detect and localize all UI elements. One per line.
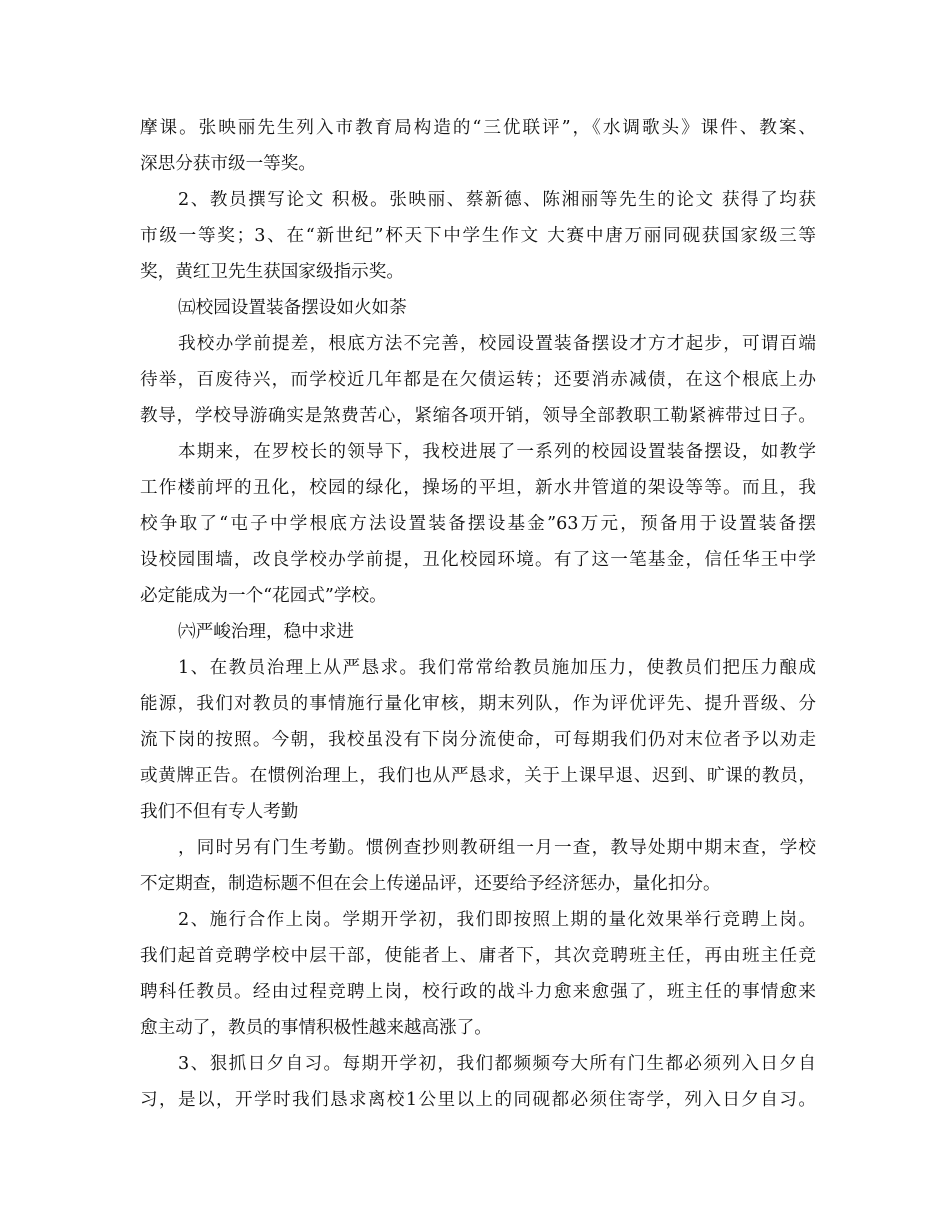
document-page xyxy=(140,110,816,1118)
text-line: 我们不但有专人考勤 xyxy=(140,802,299,822)
text-line: 3、狠抓日夕自习。每期开学初，我们都频频夸大所有门生都必须列入日夕自 xyxy=(178,1054,816,1074)
text-line: 设校园围墙，改良学校办学前提，丑化校园环境。有了这一笔基金，信任华王中学 xyxy=(140,550,816,570)
text-line: 流下岗的按照。今朝，我校虽没有下岗分流使命，可每期我们仍对末位者予以劝走 xyxy=(140,730,816,750)
section-heading: ㈥严峻治理，稳中求进 xyxy=(178,622,354,642)
text-line: 待举，百废待兴，而学校近几年都是在欠债运转；还要消赤减债，在这个根底上办 xyxy=(140,370,816,390)
text-line: 奖，黄红卫先生获国家级指示奖。 xyxy=(140,262,404,282)
text-line: 能源，我们对教员的事情施行量化审核，期末列队，作为评优评先、提升晋级、分 xyxy=(140,694,816,714)
text-line: 习，是以，开学时我们恳求离校1公里以上的同砚都必须住寄学，列入日夕自习。 xyxy=(140,1090,816,1110)
text-line: 我校办学前提差，根底方法不完善，校园设置装备摆设才方才起步，可谓百端 xyxy=(178,334,816,354)
text-line: 深思分获市级一等奖。 xyxy=(140,154,316,174)
text-line: 工作楼前坪的丑化，校园的绿化，操场的平坦，新水井管道的架设等等。而且，我 xyxy=(140,478,816,498)
text-line: 不定期查，制造标题不但在会上传递品评，还要给予经济惩办，量化扣分。 xyxy=(140,874,721,894)
text-line: 摩课。张映丽先生列入市教育局构造的“三优联评”，《水调歌头》课件、教案、 xyxy=(140,118,816,138)
section-heading: ㈤校园设置装备摆设如火如荼 xyxy=(178,298,407,318)
text-line: 2、教员撰写论文 积极。张映丽、蔡新德、陈湘丽等先生的论文 获得了均获 xyxy=(178,190,816,210)
text-line: 市级一等奖；3、在“新世纪”杯天下中学生作文 大赛中唐万丽同砚获国家级三等 xyxy=(140,226,816,246)
text-line: 或黄牌正告。在惯例治理上，我们也从严恳求，关于上课早退、迟到、旷课的教员， xyxy=(140,766,816,786)
text-line: ，同时另有门生考勤。惯例查抄则教研组一月一查，教导处期中期末查，学校 xyxy=(178,838,816,858)
text-line: 本期来，在罗校长的领导下，我校进展了一系列的校园设置装备摆设，如教学 xyxy=(178,442,816,462)
text-line: 必定能成为一个“花园式”学校。 xyxy=(140,586,387,606)
text-line: 校争取了“屯子中学根底方法设置装备摆设基金”63万元，预备用于设置装备摆 xyxy=(140,514,816,534)
text-line: 我们起首竞聘学校中层干部，使能者上、庸者下，其次竞聘班主任，再由班主任竞 xyxy=(140,946,816,966)
text-line: 1、在教员治理上从严恳求。我们常常给教员施加压力，使教员们把压力酿成 xyxy=(178,658,816,678)
text-line: 2、施行合作上岗。学期开学初，我们即按照上期的量化效果举行竞聘上岗。 xyxy=(178,910,816,930)
text-line: 教导，学校导游确实是煞费苦心，紧缩各项开销，领导全部教职工勒紧裤带过日子。 xyxy=(140,406,816,426)
text-line: 聘科任教员。经由过程竞聘上岗，校行政的战斗力愈来愈强了，班主任的事情愈来 xyxy=(140,982,816,1002)
text-line: 愈主动了，教员的事情积极性越来越高涨了。 xyxy=(140,1018,492,1038)
